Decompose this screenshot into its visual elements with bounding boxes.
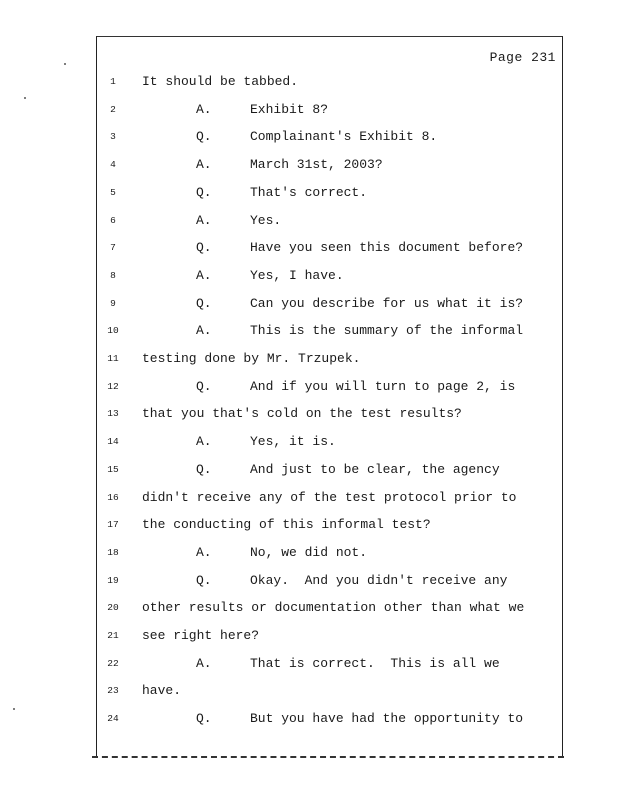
speaker-label: A.	[196, 267, 212, 283]
transcript-line	[0, 517, 618, 537]
line-text: see right here?	[142, 628, 260, 643]
transcript-line	[0, 185, 618, 205]
speaker-label: Q.	[196, 295, 212, 311]
line-number: 21	[107, 630, 119, 641]
speaker-label: Q.	[196, 378, 212, 394]
transcript-line	[0, 323, 618, 343]
speaker-label: A.	[196, 101, 212, 117]
transcript-line	[0, 490, 618, 510]
transcript-line	[0, 351, 618, 371]
line-text: Okay. And you didn't receive any	[250, 572, 508, 588]
transcript-line	[0, 157, 618, 177]
line-number: 20	[107, 602, 119, 614]
line-number: 13	[107, 408, 119, 420]
transcript-line	[0, 240, 618, 260]
line-text: Have you seen this document before?	[250, 240, 524, 256]
line-number: 22	[107, 657, 119, 669]
page-number: Page 231	[489, 50, 556, 65]
line-text: That's correct.	[250, 184, 368, 200]
speaker-label: Q.	[196, 572, 212, 588]
speaker-label: A.	[196, 212, 212, 228]
line-number: 6	[110, 214, 116, 226]
transcript-line	[0, 379, 618, 399]
transcript-line	[0, 683, 618, 703]
line-number: 18	[107, 546, 119, 558]
bottom-rule	[92, 756, 564, 758]
line-number: 24	[107, 713, 119, 725]
line-text: But you have had the opportunity to	[250, 711, 524, 727]
line-text: other results or documentation other than what we	[142, 600, 525, 616]
transcript-line	[0, 545, 618, 565]
transcript-line	[0, 656, 618, 676]
line-number: 1	[110, 76, 116, 87]
speaker-label: Q.	[196, 240, 212, 256]
speaker-label: Q.	[196, 184, 212, 200]
line-number: 9	[110, 297, 116, 309]
line-number: 12	[107, 380, 119, 392]
scan-speck	[64, 63, 66, 65]
line-text: Exhibit 8?	[250, 101, 329, 117]
line-number: 2	[110, 103, 116, 115]
line-text: Yes, it is.	[250, 434, 336, 450]
transcript-line	[0, 129, 618, 149]
speaker-label: A.	[196, 434, 212, 450]
speaker-label: A.	[196, 323, 212, 339]
line-text: that you that's cold on the test results?	[142, 406, 462, 422]
line-text: Complainant's Exhibit 8.	[250, 129, 438, 145]
speaker-label: A.	[196, 157, 212, 173]
speaker-label: Q.	[196, 711, 212, 727]
transcript-line	[0, 711, 618, 731]
transcript-line	[0, 268, 618, 288]
line-number: 8	[110, 269, 116, 281]
line-text: Can you describe for us what it is?	[250, 295, 524, 311]
transcript-line	[0, 434, 618, 454]
line-text: This is the summary of the informal	[250, 323, 524, 339]
line-number: 14	[107, 436, 119, 448]
transcript-line	[0, 213, 618, 233]
line-text: That is correct. This is all we	[250, 655, 500, 671]
speaker-label: Q.	[196, 461, 212, 477]
scan-speck	[24, 97, 26, 99]
line-number: 10	[107, 325, 119, 337]
line-text: the conducting of this informal test?	[142, 517, 431, 533]
transcript-line	[0, 628, 618, 648]
transcript-line	[0, 102, 618, 122]
transcript-line	[0, 74, 618, 94]
speaker-label: A.	[196, 655, 212, 671]
transcript-line	[0, 573, 618, 593]
line-number: 19	[107, 574, 119, 586]
line-number: 5	[110, 186, 116, 198]
line-text: And if you will turn to page 2, is	[250, 378, 516, 394]
line-number: 15	[107, 463, 119, 475]
line-text: have.	[142, 683, 182, 699]
line-number: 11	[107, 353, 119, 364]
line-text: Yes, I have.	[250, 267, 344, 283]
speaker-label: A.	[196, 544, 212, 560]
line-number: 7	[110, 242, 116, 254]
transcript-line	[0, 462, 618, 482]
transcript-line	[0, 600, 618, 620]
line-text: It should be tabbed.	[142, 74, 299, 89]
line-number: 4	[110, 159, 116, 171]
line-number: 3	[110, 131, 116, 143]
speaker-label: Q.	[196, 129, 212, 145]
line-text: March 31st, 2003?	[250, 157, 383, 173]
line-text: testing done by Mr. Trzupek.	[142, 351, 361, 366]
line-text: Yes.	[250, 212, 282, 228]
line-number: 16	[107, 491, 119, 503]
line-number: 23	[107, 685, 119, 697]
line-text: didn't receive any of the test protocol prior to	[142, 489, 517, 505]
transcript-line	[0, 296, 618, 316]
scan-speck	[13, 708, 15, 710]
transcript-line	[0, 406, 618, 426]
line-number: 17	[107, 519, 119, 531]
line-text: And just to be clear, the agency	[250, 461, 500, 477]
line-text: No, we did not.	[250, 544, 368, 560]
